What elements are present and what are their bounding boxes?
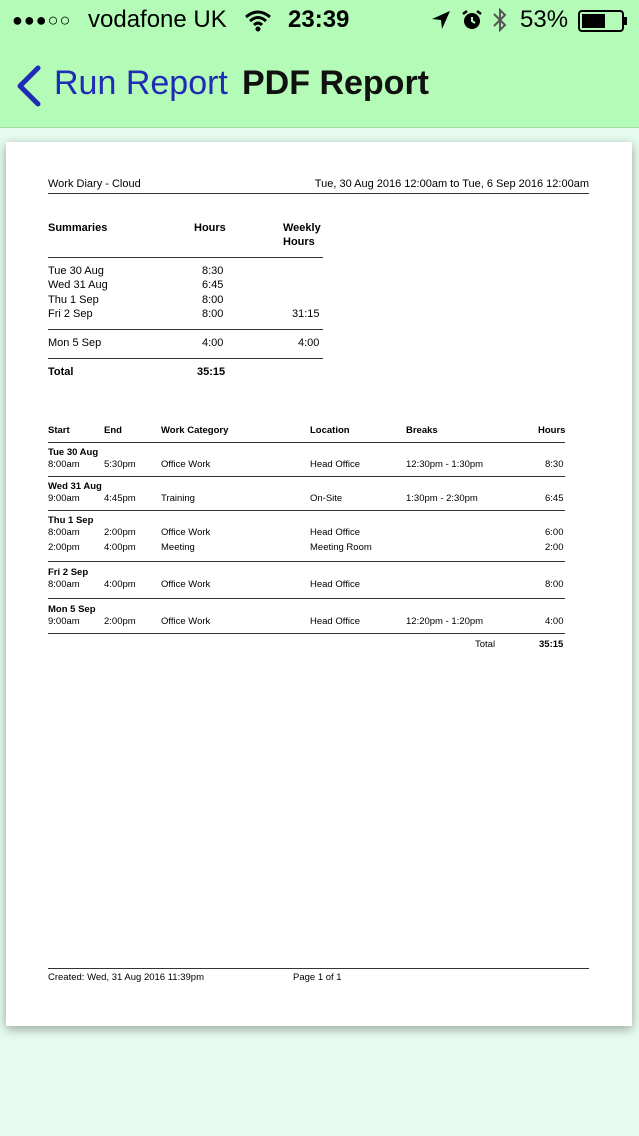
summary-weekly: 4:00 (298, 337, 320, 349)
divider (48, 510, 565, 511)
entry-hours: 6:45 (545, 493, 564, 504)
entry-end: 2:00pm (104, 527, 136, 538)
summary-day: Tue 30 Aug (48, 265, 104, 277)
entry-category: Office Work (161, 527, 211, 538)
bluetooth-icon (491, 6, 509, 34)
entry-hours: 6:00 (545, 527, 564, 538)
summary-hours: 8:00 (202, 308, 224, 320)
report-app-name: Work Diary - Cloud (48, 178, 141, 190)
summary-hours: 8:00 (202, 294, 224, 306)
detail-total-value: 35:15 (539, 639, 564, 650)
summary-header-summaries: Summaries (48, 222, 108, 234)
report-footer (48, 968, 589, 983)
entry-end: 4:00pm (104, 579, 136, 590)
wifi-icon (244, 8, 272, 32)
detail-total-label: Total (475, 639, 496, 650)
created-timestamp: Created: Wed, 31 Aug 2016 11:39pm (48, 972, 204, 983)
entry-end: 2:00pm (104, 616, 136, 627)
divider (48, 257, 323, 258)
summary-day: Mon 5 Sep (48, 337, 102, 349)
entry-end: 4:45pm (104, 493, 136, 504)
entry-start: 8:00am (48, 579, 80, 590)
entry-start: 9:00am (48, 493, 80, 504)
battery-percent: 53% (520, 6, 569, 33)
divider (48, 442, 565, 443)
entry-location: Head Office (310, 616, 360, 627)
summary-header-weekly: Weekly (283, 222, 321, 234)
summary-day: Thu 1 Sep (48, 294, 99, 306)
entry-breaks: 12:20pm - 1:20pm (406, 616, 484, 627)
alarm-clock-icon (461, 9, 483, 31)
entry-breaks: 1:30pm - 2:30pm (406, 493, 478, 504)
divider (48, 358, 323, 359)
entry-location: Head Office (310, 459, 360, 470)
pdf-page[interactable] (6, 142, 632, 1026)
summary-total-value: 35:15 (197, 366, 226, 378)
entry-location: Meeting Room (310, 542, 372, 553)
detail-day: Mon 5 Sep (48, 604, 96, 615)
entry-start: 9:00am (48, 616, 80, 627)
summary-hours: 4:00 (202, 337, 224, 349)
detail-header-hours: Hours (538, 425, 566, 436)
status-time: 23:39 (288, 6, 350, 33)
summary-hours: 6:45 (202, 279, 224, 291)
page-title: PDF Report (242, 64, 429, 102)
signal-strength: ●●●○○ (12, 10, 72, 30)
carrier-name: vodafone UK (88, 6, 227, 33)
detail-day: Tue 30 Aug (48, 447, 99, 458)
entry-category: Office Work (161, 579, 211, 590)
summary-day: Wed 31 Aug (48, 279, 108, 291)
report-header (48, 178, 589, 194)
page-number: Page 1 of 1 (293, 972, 342, 983)
detail-day: Wed 31 Aug (48, 481, 102, 492)
divider (48, 633, 565, 634)
entry-category: Meeting (161, 542, 195, 553)
location-arrow-icon (430, 9, 452, 31)
summary-header-weekly-hours: Hours (283, 236, 315, 248)
divider (48, 476, 565, 477)
back-button[interactable]: Run Report (54, 64, 228, 102)
detail-header-location: Location (310, 425, 350, 436)
entry-hours: 8:00 (545, 579, 564, 590)
status-bar (0, 0, 639, 40)
detail-day: Thu 1 Sep (48, 515, 94, 526)
entry-location: On-Site (310, 493, 343, 504)
detail-header-category: Work Category (161, 425, 229, 436)
navigation-bar (0, 50, 639, 120)
detail-header-start: Start (48, 425, 70, 436)
summary-weekly: 31:15 (292, 308, 320, 320)
entry-start: 8:00am (48, 527, 80, 538)
summary-hours: 8:30 (202, 265, 224, 277)
entry-category: Training (161, 493, 195, 504)
entry-breaks: 12:30pm - 1:30pm (406, 459, 484, 470)
detail-day: Fri 2 Sep (48, 567, 89, 578)
entry-end: 5:30pm (104, 459, 136, 470)
entry-start: 2:00pm (48, 542, 80, 553)
summary-day: Fri 2 Sep (48, 308, 93, 320)
entry-category: Office Work (161, 459, 211, 470)
entry-hours: 8:30 (545, 459, 564, 470)
divider (48, 561, 565, 562)
back-chevron-icon[interactable] (14, 64, 44, 108)
entry-location: Head Office (310, 579, 360, 590)
detail-header-end: End (104, 425, 122, 436)
entry-hours: 2:00 (545, 542, 564, 553)
summary-header-hours: Hours (194, 222, 226, 234)
entry-end: 4:00pm (104, 542, 136, 553)
report-date-range: Tue, 30 Aug 2016 12:00am to Tue, 6 Sep 2016 12:00am (314, 178, 589, 190)
entry-start: 8:00am (48, 459, 80, 470)
summary-total-label: Total (48, 366, 74, 378)
app-header (0, 0, 639, 128)
battery-icon (578, 10, 628, 32)
divider (48, 329, 323, 330)
detail-header-breaks: Breaks (406, 425, 438, 436)
divider (48, 598, 565, 599)
entry-location: Head Office (310, 527, 360, 538)
entry-hours: 4:00 (545, 616, 564, 627)
entry-category: Office Work (161, 616, 211, 627)
